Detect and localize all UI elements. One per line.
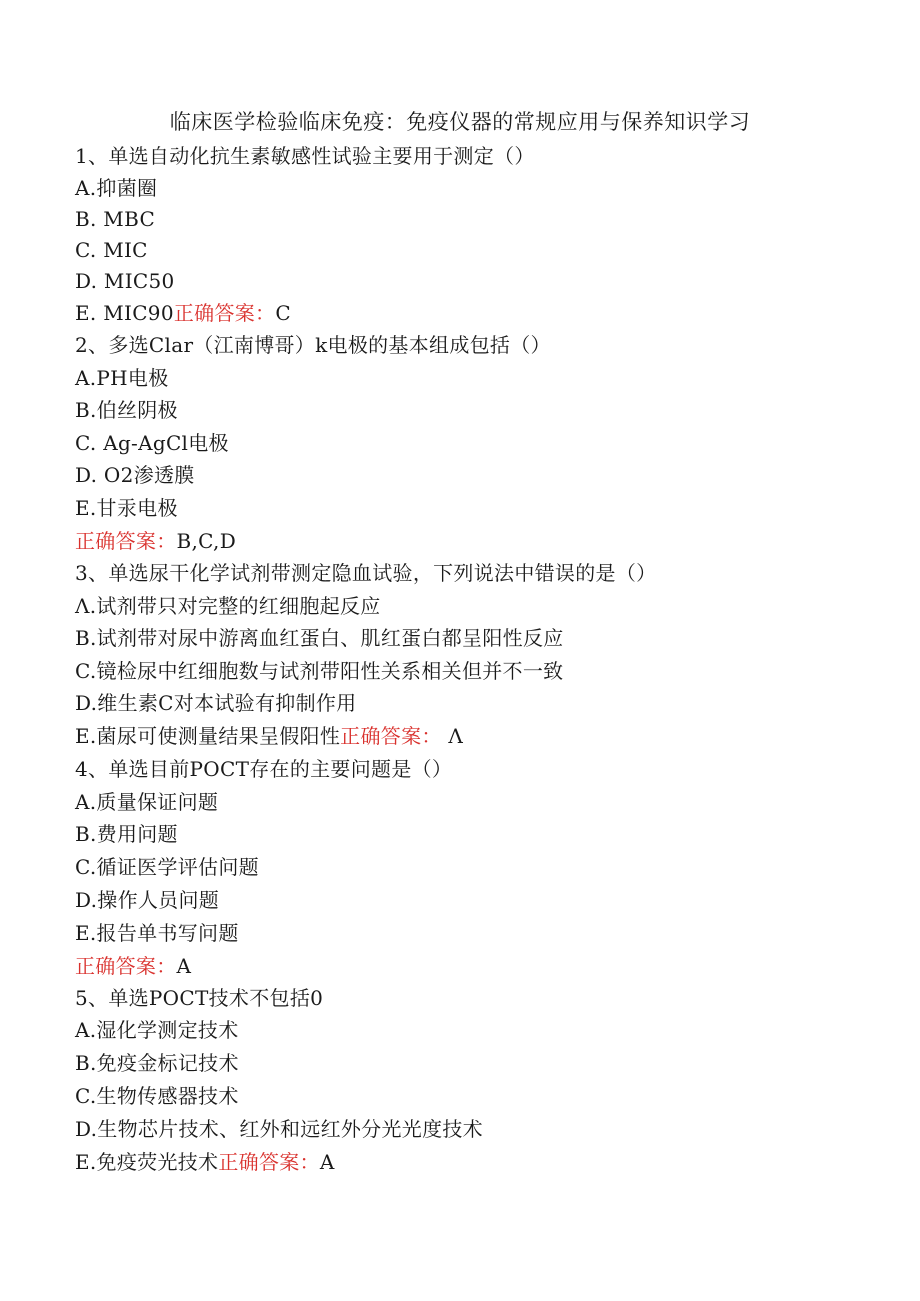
- question-4-answer-value: A: [176, 954, 192, 978]
- question-2-answer-label: 正确答案：: [75, 529, 177, 553]
- question-2-option-e: E.甘汞电极: [75, 496, 178, 520]
- question-4-option-e: E.报告单书写问题: [75, 921, 239, 945]
- question-4-answer-label: 正确答案：: [75, 954, 177, 978]
- question-5-answer-label: 正确答案：: [218, 1150, 320, 1174]
- question-2-option-c: C. Ag-AgCl电极: [75, 431, 229, 455]
- question-1-option-e-with-answer: [75, 298, 291, 328]
- question-1-option-e: E. MIC90: [75, 301, 174, 325]
- question-1-option-b: B. MBC: [75, 207, 156, 231]
- question-5-stem: 5、单选POCT技术不包括0: [75, 986, 324, 1010]
- question-4-option-a: A.质量保证问题: [75, 790, 219, 814]
- question-1-option-a: A.抑菌圈: [75, 176, 158, 200]
- question-5-option-e: E.免疫荧光技术: [75, 1150, 219, 1174]
- question-5-option-e-with-answer: [75, 1147, 335, 1177]
- question-1-answer-value: C: [275, 301, 291, 325]
- document-title: 临床医学检验临床免疫：免疫仪器的常规应用与保养知识学习: [169, 110, 751, 134]
- question-3-answer-value: Λ: [441, 724, 464, 748]
- question-5-option-a: A.湿化学测定技术: [75, 1018, 239, 1042]
- question-4-option-c: C.循证医学评估问题: [75, 855, 259, 879]
- question-3-option-a: Λ.试剂带只对完整的红细胞起反应: [75, 594, 381, 618]
- question-3-stem: 3、单选尿干化学试剂带测定隐血试验，下列说法中错误的是（）: [75, 561, 657, 585]
- question-1-option-d: D. MIC50: [75, 269, 175, 293]
- question-5-option-c: C.生物传感器技术: [75, 1084, 239, 1108]
- question-5-answer-value: A: [319, 1150, 335, 1174]
- question-2-option-a: A.PH电极: [75, 366, 169, 390]
- question-2-answer: [75, 526, 236, 556]
- question-5-option-d: D.生物芯片技术、红外和远红外分光光度技术: [75, 1117, 483, 1141]
- question-3-answer-label: 正确答案：: [340, 724, 442, 748]
- question-4-stem: 4、单选目前POCT存在的主要问题是（）: [75, 757, 453, 781]
- question-1-stem: 1、单选自动化抗生素敏感性试验主要用于测定（）: [75, 144, 535, 168]
- question-3-option-d: D.维生素C对本试验有抑制作用: [75, 691, 357, 715]
- question-2-option-b: B.伯丝阴极: [75, 398, 178, 422]
- question-2-answer-value: B,C,D: [176, 529, 237, 553]
- question-3-option-e-with-answer: [75, 721, 463, 751]
- question-3-option-b: B.试剂带对尿中游离血红蛋白、肌红蛋白都呈阳性反应: [75, 626, 564, 650]
- question-3-option-c: C.镜检尿中红细胞数与试剂带阳性关系相关但并不一致: [75, 659, 564, 683]
- question-5-option-b: B.免疫金标记技术: [75, 1051, 239, 1075]
- question-4-option-b: B.费用问题: [75, 822, 178, 846]
- question-2-option-d: D. O2渗透膜: [75, 463, 195, 487]
- question-1-answer-label: 正确答案：: [173, 301, 276, 325]
- question-1-option-c: C. MIC: [75, 238, 148, 262]
- question-2-stem: 2、多选Clar（江南博哥）k电极的基本组成包括（）: [75, 333, 551, 357]
- question-3-option-e: E.菌尿可使测量结果呈假阳性: [75, 724, 341, 748]
- question-4-option-d: D.操作人员问题: [75, 888, 220, 912]
- question-4-answer: [75, 951, 191, 981]
